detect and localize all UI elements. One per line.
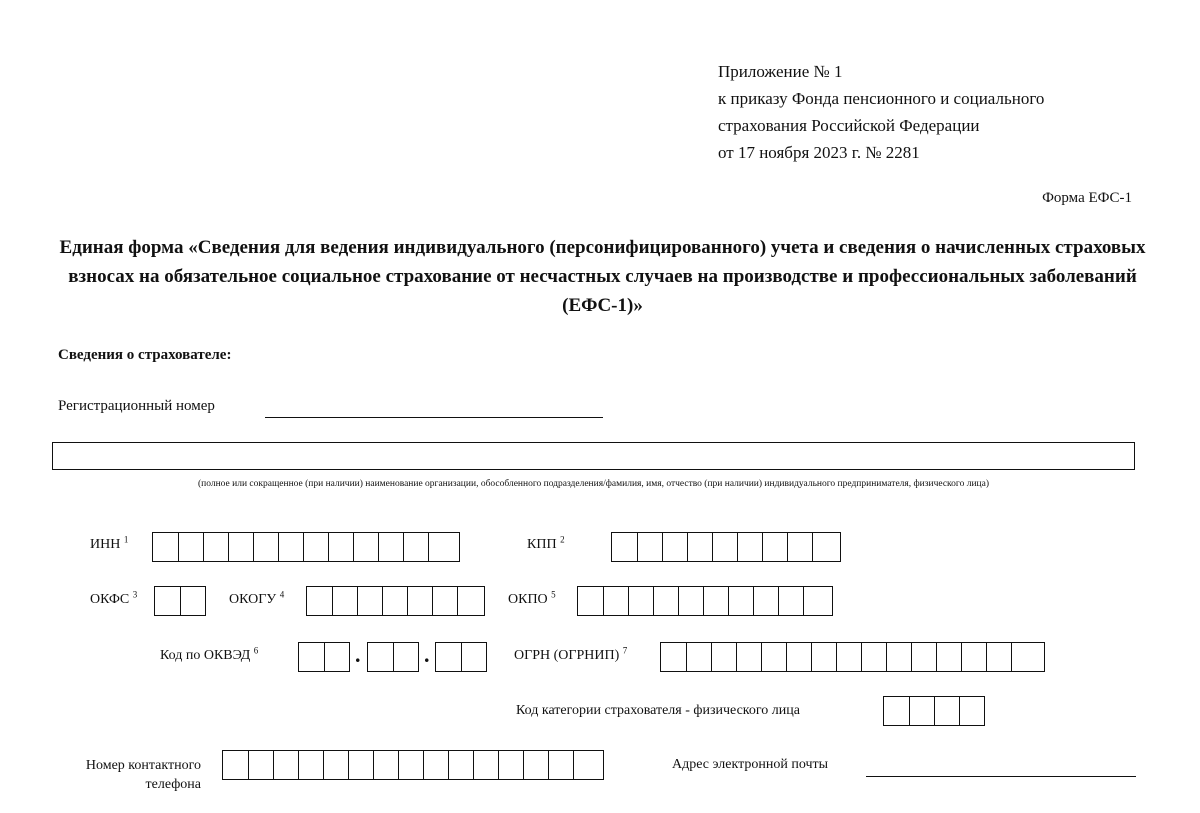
char-cell[interactable]	[155, 587, 180, 615]
char-cell[interactable]	[687, 533, 712, 561]
char-cell[interactable]	[498, 751, 523, 779]
char-cell[interactable]	[778, 587, 803, 615]
form-title: Единая форма «Сведения для ведения индивидуального (персонифицированного) учета и сведения о начисленных страховых взносах на обязательное социальное страхование от несчастных случаев на производстве и профессиональных заболеваний (ЕФС-1)»	[59, 237, 1146, 316]
inn-label-text: ИНН	[90, 537, 121, 552]
char-cell[interactable]	[678, 587, 703, 615]
char-cell[interactable]	[603, 587, 628, 615]
char-cell[interactable]	[662, 533, 687, 561]
reg-number-label: Регистрационный номер	[58, 398, 215, 414]
char-cell[interactable]	[934, 697, 959, 725]
category-cells[interactable]	[883, 696, 985, 726]
char-cell[interactable]	[323, 751, 348, 779]
okfs-footnote: 3	[132, 589, 138, 600]
char-cell[interactable]	[728, 587, 753, 615]
okved-label	[160, 645, 259, 664]
char-cell[interactable]	[457, 587, 482, 615]
char-cell[interactable]	[787, 533, 812, 561]
char-cell[interactable]	[303, 533, 328, 561]
org-name-field[interactable]	[52, 442, 1135, 470]
char-cell[interactable]	[180, 587, 205, 615]
okved-separator-2: .	[424, 642, 430, 667]
phone-label	[50, 756, 201, 794]
okpo-cells[interactable]	[577, 586, 833, 616]
phone-label-line-2: телефона	[145, 777, 201, 792]
char-cell[interactable]	[861, 643, 886, 671]
char-cell[interactable]	[298, 751, 323, 779]
char-cell[interactable]	[986, 643, 1011, 671]
kpp-label	[527, 534, 565, 553]
appendix-line-4: от 17 ноября 2023 г. № 2281	[718, 143, 920, 162]
okved-separator-1: .	[355, 642, 361, 667]
ogrn-label-text: ОГРН (ОГРНИП)	[514, 648, 620, 663]
org-name-caption: (полное или сокращенное (при наличии) наименование организации, обособленного подразделения/фамилия, имя, отчество (при наличии) индивидуального предпринимателя, физического лица)	[197, 479, 990, 489]
ogrn-label	[514, 645, 628, 664]
inn-cells[interactable]	[152, 532, 460, 562]
appendix-line-1: Приложение № 1	[718, 62, 843, 81]
char-cell[interactable]	[548, 751, 573, 779]
char-cell[interactable]	[423, 751, 448, 779]
char-cell[interactable]	[273, 751, 298, 779]
char-cell[interactable]	[203, 533, 228, 561]
char-cell[interactable]	[448, 751, 473, 779]
okogu-label	[229, 589, 285, 608]
char-cell[interactable]	[761, 643, 786, 671]
char-cell[interactable]	[711, 643, 736, 671]
char-cell[interactable]	[432, 587, 457, 615]
inn-label	[90, 534, 129, 553]
char-cell[interactable]	[653, 587, 678, 615]
char-cell[interactable]	[461, 643, 486, 671]
okved-group-2[interactable]	[367, 642, 419, 672]
char-cell[interactable]	[473, 751, 498, 779]
char-cell[interactable]	[812, 533, 837, 561]
char-cell[interactable]	[278, 533, 303, 561]
char-cell[interactable]	[753, 587, 778, 615]
kpp-footnote: 2	[560, 534, 565, 545]
char-cell[interactable]	[884, 697, 909, 725]
okpo-footnote: 5	[551, 589, 556, 600]
okpo-label	[508, 589, 556, 608]
char-cell[interactable]	[661, 643, 686, 671]
inn-footnote: 1	[123, 534, 129, 545]
char-cell[interactable]	[836, 643, 861, 671]
char-cell[interactable]	[523, 751, 548, 779]
char-cell[interactable]	[373, 751, 398, 779]
char-cell[interactable]	[703, 587, 728, 615]
char-cell[interactable]	[153, 533, 178, 561]
char-cell[interactable]	[223, 751, 248, 779]
char-cell[interactable]	[178, 533, 203, 561]
char-cell[interactable]	[911, 643, 936, 671]
okogu-label-text: ОКОГУ	[229, 592, 277, 607]
char-cell[interactable]	[398, 751, 423, 779]
char-cell[interactable]	[307, 587, 332, 615]
section-title: Сведения о страхователе:	[58, 347, 232, 363]
char-cell[interactable]	[378, 533, 403, 561]
char-cell[interactable]	[936, 643, 961, 671]
char-cell[interactable]	[348, 751, 373, 779]
okogu-cells[interactable]	[306, 586, 485, 616]
char-cell[interactable]	[637, 533, 662, 561]
char-cell[interactable]	[811, 643, 836, 671]
char-cell[interactable]	[403, 533, 428, 561]
char-cell[interactable]	[428, 533, 453, 561]
okved-footnote: 6	[253, 645, 259, 656]
char-cell[interactable]	[762, 533, 787, 561]
char-cell[interactable]	[786, 643, 811, 671]
ogrn-footnote: 7	[622, 645, 628, 656]
char-cell[interactable]	[299, 643, 324, 671]
appendix-line-2: к приказу Фонда пенсионного и социального	[718, 89, 1045, 108]
char-cell[interactable]	[803, 587, 828, 615]
char-cell[interactable]	[628, 587, 653, 615]
char-cell[interactable]	[961, 643, 986, 671]
okogu-footnote: 4	[279, 589, 285, 600]
char-cell[interactable]	[228, 533, 253, 561]
phone-cells[interactable]	[222, 750, 604, 780]
char-cell[interactable]	[686, 643, 711, 671]
char-cell[interactable]	[959, 697, 984, 725]
kpp-cells[interactable]	[611, 532, 841, 562]
email-field[interactable]	[866, 776, 1136, 777]
appendix-header	[718, 58, 1044, 166]
appendix-line-3: страхования Российской Федерации	[718, 116, 980, 135]
reg-number-field[interactable]	[265, 417, 603, 418]
okpo-label-text: ОКПО	[508, 592, 548, 607]
char-cell[interactable]	[393, 643, 418, 671]
char-cell[interactable]	[436, 643, 461, 671]
char-cell[interactable]	[368, 643, 393, 671]
char-cell[interactable]	[573, 751, 598, 779]
phone-label-line-1: Номер контактного	[85, 758, 201, 773]
okved-group-3[interactable]	[435, 642, 487, 672]
char-cell[interactable]	[382, 587, 407, 615]
okfs-cells[interactable]	[154, 586, 206, 616]
char-cell[interactable]	[357, 587, 382, 615]
char-cell[interactable]	[253, 533, 278, 561]
char-cell[interactable]	[737, 533, 762, 561]
char-cell[interactable]	[1011, 643, 1036, 671]
category-label: Код категории страхователя - физического лица	[516, 703, 800, 718]
char-cell[interactable]	[407, 587, 432, 615]
form-code: Форма ЕФС-1	[1042, 190, 1132, 206]
okfs-label	[90, 589, 138, 608]
char-cell[interactable]	[578, 587, 603, 615]
char-cell[interactable]	[324, 643, 349, 671]
char-cell[interactable]	[353, 533, 378, 561]
char-cell[interactable]	[248, 751, 273, 779]
okved-label-text: Код по ОКВЭД	[160, 648, 251, 663]
email-label: Адрес электронной почты	[672, 757, 829, 772]
char-cell[interactable]	[736, 643, 761, 671]
char-cell[interactable]	[909, 697, 934, 725]
okved-group-1[interactable]	[298, 642, 350, 672]
char-cell[interactable]	[332, 587, 357, 615]
char-cell[interactable]	[886, 643, 911, 671]
okfs-label-text: ОКФС	[90, 592, 130, 607]
char-cell[interactable]	[612, 533, 637, 561]
kpp-label-text: КПП	[527, 537, 557, 552]
ogrn-cells[interactable]	[660, 642, 1045, 672]
char-cell[interactable]	[712, 533, 737, 561]
char-cell[interactable]	[328, 533, 353, 561]
